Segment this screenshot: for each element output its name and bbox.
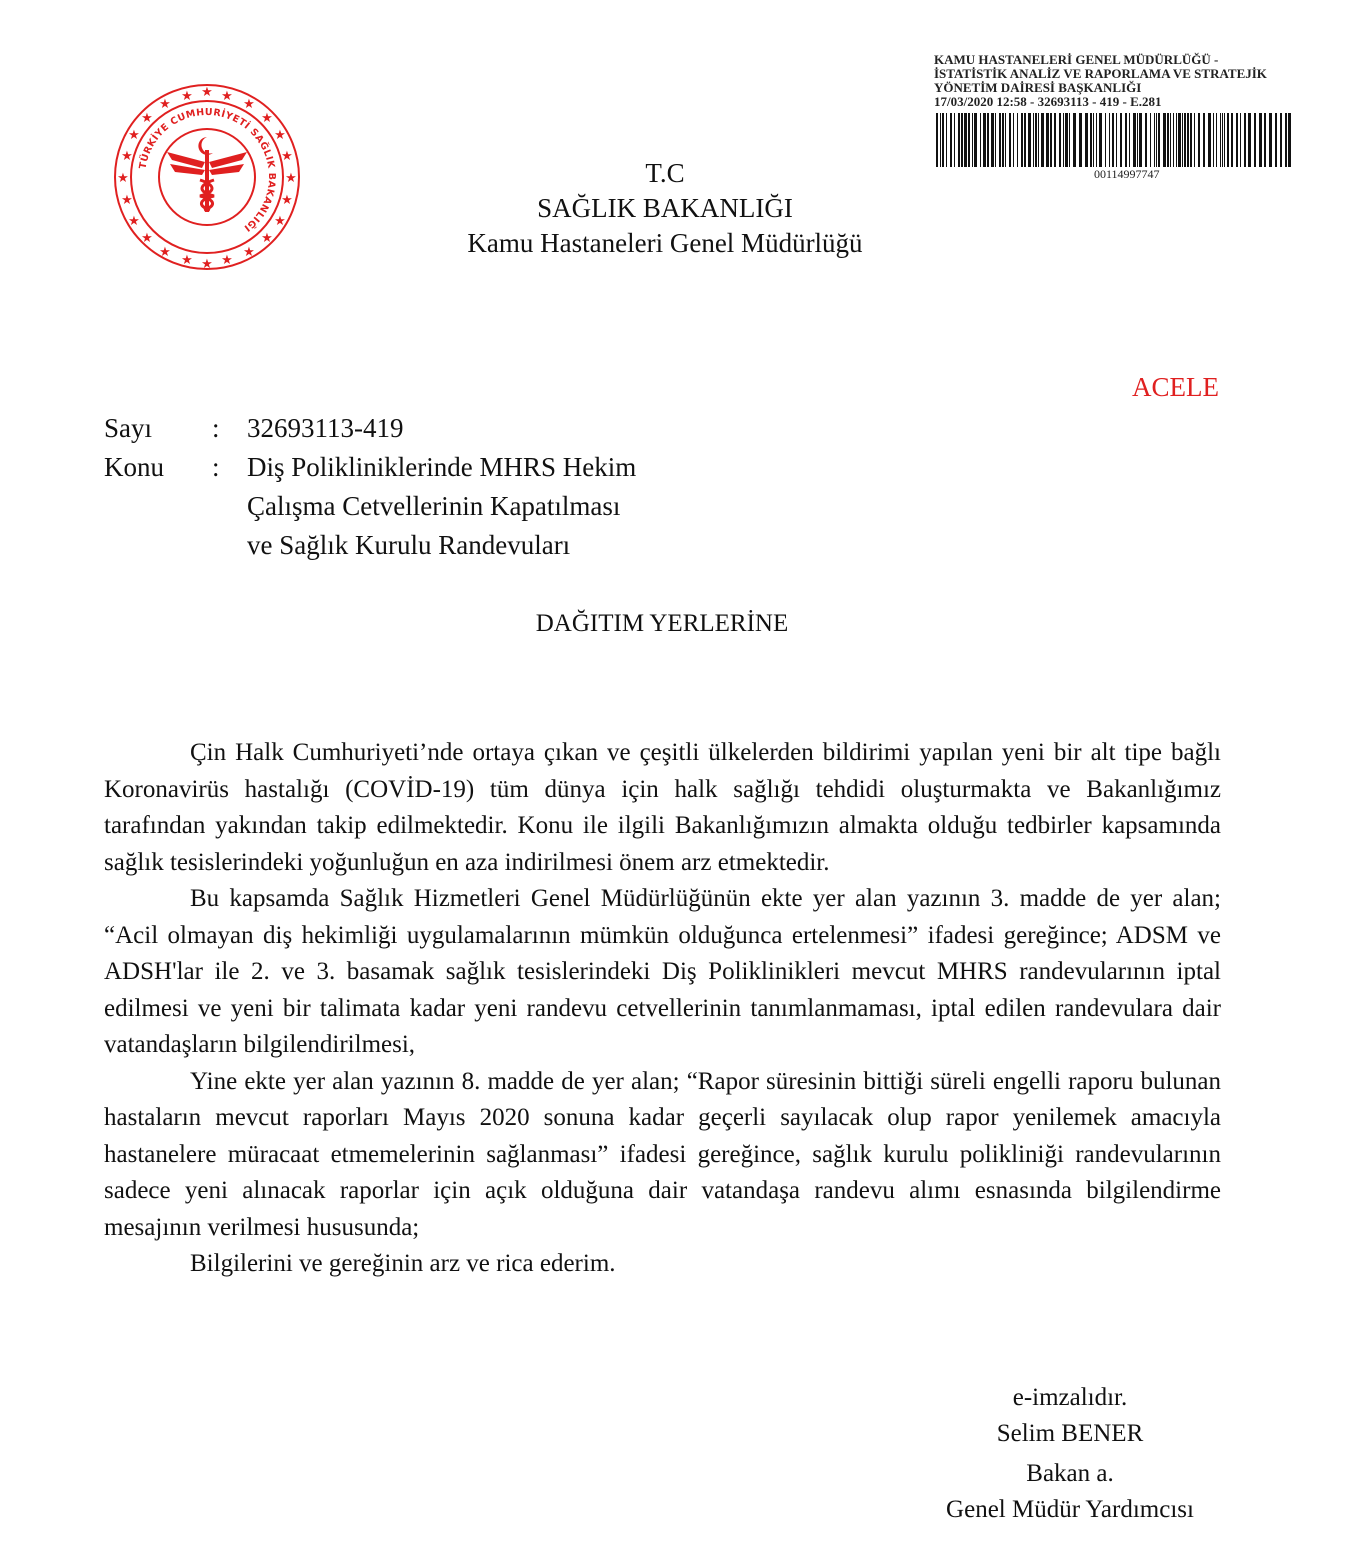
- barcode-bar: [1227, 113, 1229, 167]
- svg-text:★: ★: [285, 171, 297, 186]
- barcode-bar: [1154, 113, 1155, 167]
- barcode-bar: [1288, 113, 1291, 167]
- sayi-value: 32693113-419: [247, 413, 404, 443]
- barcode-bar: [1090, 113, 1092, 167]
- barcode-bar: [1013, 113, 1014, 167]
- barcode-bar: [1085, 113, 1088, 167]
- barcode-bar: [1125, 113, 1127, 167]
- barcode-bar: [1167, 113, 1169, 167]
- barcode-bar: [1002, 113, 1004, 167]
- barcode-bar: [1224, 113, 1225, 167]
- barcode-bar: [972, 113, 973, 167]
- barcode-bar: [1041, 113, 1044, 167]
- svg-text:★: ★: [201, 257, 213, 272]
- body-paragraph-4: Bilgilerini ve gereğinin arz ve rica ederim.: [190, 1250, 616, 1277]
- svg-text:★: ★: [243, 245, 255, 260]
- barcode-bar: [1035, 113, 1037, 167]
- barcode-icon: [934, 113, 1294, 167]
- barcode-bar: [1112, 113, 1114, 167]
- barcode-bar: [1222, 113, 1223, 167]
- barcode-bar: [995, 113, 996, 167]
- svg-text:★: ★: [281, 149, 293, 164]
- barcode-bar: [1194, 113, 1195, 167]
- barcode-bar: [1028, 113, 1031, 167]
- barcode-bar: [1190, 113, 1192, 167]
- signature-block: [920, 1380, 1220, 1528]
- konu-label: Konu: [104, 452, 164, 482]
- barcode-bar: [1139, 113, 1142, 167]
- barcode-bar: [1137, 113, 1138, 167]
- svg-text:★: ★: [181, 253, 193, 268]
- barcode-bar: [980, 113, 981, 167]
- barcode-bar: [1050, 113, 1052, 167]
- svg-text:★: ★: [281, 193, 293, 208]
- header-department: Kamu Hastaneleri Genel Müdürlüğü: [467, 228, 863, 258]
- barcode-bar: [1156, 113, 1157, 167]
- barcode-bar: [946, 113, 947, 167]
- svg-text:★: ★: [121, 149, 133, 164]
- barcode-bar: [1184, 113, 1186, 167]
- svg-text:★: ★: [181, 89, 193, 104]
- svg-text:★: ★: [243, 97, 255, 112]
- barcode-bar: [1198, 113, 1200, 167]
- body-paragraph-3: Yine ekte yer alan yazının 8. madde de yer alan; “Rapor süresinin bittiği süreli engelli raporu bulunan hastaların mevcut raporları Mayıs 2020 sonuna kadar geçerli sayılacak olup rapor yenilemek amacıyla hastanelere müracaat etmemelerinin sağlanması” ifadesi gereğince, sağlık kurulu polikliniği randevularının sadece yeni alınacak raporlar için açık olduğuna dair vatandaşa randevu alımı esnasında bilgilendirme mesajının verilmesi hususunda;: [104, 1067, 1221, 1241]
- barcode-line-4: 17/03/2020 12:58 - 32693113 - 419 - E.281: [934, 94, 1162, 109]
- barcode-bar: [1105, 113, 1106, 167]
- barcode-bar: [1203, 113, 1205, 167]
- svg-text:★: ★: [221, 253, 233, 268]
- barcode-block: [934, 53, 1314, 182]
- barcode-bar: [1038, 113, 1039, 167]
- barcode-bar: [1248, 113, 1251, 167]
- barcode-bar: [991, 113, 994, 167]
- barcode-bar: [1093, 113, 1094, 167]
- urgent-label: ACELE: [1132, 372, 1219, 402]
- barcode-bar: [1009, 113, 1011, 167]
- konu-line-2: Çalışma Cetvellerinin Kapatılması: [247, 491, 621, 521]
- barcode-bar: [1275, 113, 1277, 167]
- svg-text:★: ★: [261, 231, 273, 246]
- signer-name: Selim BENER: [996, 1420, 1144, 1447]
- barcode-bar: [1063, 113, 1064, 167]
- sayi-label: Sayı: [104, 413, 153, 443]
- barcode-line-3: YÖNETİM DAİRESİ BAŞKANLIĞI: [934, 80, 1142, 95]
- barcode-number: 00114997747: [1094, 167, 1160, 181]
- barcode-bar: [1259, 113, 1262, 167]
- barcode-bar: [1178, 113, 1181, 167]
- konu-line-3: ve Sağlık Kurulu Randevuları: [247, 530, 571, 560]
- barcode-bar: [964, 113, 967, 167]
- header-ministry: SAĞLIK BAKANLIĞI: [537, 193, 793, 223]
- konu-colon: :: [212, 452, 220, 482]
- barcode-bar: [1059, 113, 1061, 167]
- esign-note: e-imzalıdır.: [1012, 1384, 1128, 1411]
- barcode-bar: [987, 113, 989, 167]
- svg-text:★: ★: [141, 111, 153, 126]
- barcode-bar: [1187, 113, 1189, 167]
- barcode-bar: [1163, 113, 1166, 167]
- barcode-bar: [1150, 113, 1151, 167]
- svg-text:★: ★: [221, 89, 233, 104]
- svg-text:★: ★: [128, 214, 140, 229]
- barcode-bar: [1236, 113, 1238, 167]
- barcode-bar: [1116, 113, 1117, 167]
- barcode-bar: [961, 113, 963, 167]
- body-paragraph-2: Bu kapsamda Sağlık Hizmetleri Genel Müdürlüğünün ekte yer alan yazının 3. madde de yer alan; “Acil olmayan diş hekimliği uygulamalarının mümkün olduğunca ertelenmesi” ifadesi gereğince; ADSM ve ADSH'lar ile 2. ve 3. basamak sağlık tesislerindeki Diş Poliklinikleri mevcut MHRS randevularının iptal edilmesi ve yeni bir talimata kadar yeni randevu cetvellerinin tanımlanmaması, iptal edilen randevulara dair vatandaşların bilgilendirilmesi,: [104, 885, 1221, 1058]
- barcode-bar: [1129, 113, 1130, 167]
- barcode-bar: [1176, 113, 1177, 167]
- signer-on-behalf: Bakan a.: [1026, 1460, 1114, 1487]
- barcode-bar: [1280, 113, 1282, 167]
- barcode-bar: [1065, 113, 1068, 167]
- barcode-bar: [999, 113, 1001, 167]
- signer-title: Genel Müdür Yardımcısı: [946, 1496, 1194, 1523]
- barcode-bar: [1073, 113, 1076, 167]
- barcode-bar: [1264, 113, 1266, 167]
- barcode-bar: [950, 113, 952, 167]
- barcode-bar: [1220, 113, 1221, 167]
- barcode-bar: [954, 113, 955, 167]
- barcode-bar: [968, 113, 970, 167]
- barcode-bar: [1054, 113, 1056, 167]
- barcode-bar: [1033, 113, 1034, 167]
- barcode-bar: [1213, 113, 1214, 167]
- svg-text:★: ★: [159, 97, 171, 112]
- barcode-bar: [1099, 113, 1102, 167]
- barcode-bar: [958, 113, 960, 167]
- svg-text:★: ★: [274, 214, 286, 229]
- svg-text:★: ★: [159, 245, 171, 260]
- header-tc: T.C: [645, 158, 685, 188]
- barcode-bar: [1017, 113, 1018, 167]
- letter-body: [104, 735, 1221, 1283]
- distribution-heading: DAĞITIM YERLERİNE: [535, 610, 789, 637]
- barcode-bar: [1096, 113, 1097, 167]
- barcode-bar: [1005, 113, 1006, 167]
- body-paragraph-1: Çin Halk Cumhuriyeti’nde ortaya çıkan ve çeşitli ülkelerden bildirimi yapılan yeni bir alt tipe bağlı Koronavirüs hastalığı (COVİD-19) tüm dünya için halk sağlığı tehdidi oluşturmakta ve Bakanlığımız tarafından yakından takip edilmektedir. Konu ile ilgili Bakanlığımızın almakta olduğu tedbirler kapsamında sağlık tesislerindeki yoğunluğun en aza indirilmesi önem arz etmektedir.: [104, 739, 1221, 876]
- barcode-bar: [1285, 113, 1287, 167]
- barcode-bar: [1079, 113, 1082, 167]
- barcode-bar: [974, 113, 977, 167]
- barcode-bar: [1158, 113, 1160, 167]
- svg-text:★: ★: [128, 128, 140, 143]
- barcode-bar: [942, 113, 944, 167]
- barcode-bar: [940, 113, 941, 167]
- svg-text:★: ★: [201, 85, 213, 100]
- barcode-bar: [1170, 113, 1171, 167]
- barcode-bar: [1145, 113, 1147, 167]
- barcode-bar: [1254, 113, 1256, 167]
- barcode-bar: [1216, 113, 1217, 167]
- svg-text:★: ★: [141, 231, 153, 246]
- barcode-bar: [1069, 113, 1070, 167]
- barcode-bar: [1244, 113, 1246, 167]
- barcode-bar: [1120, 113, 1122, 167]
- barcode-bar: [1133, 113, 1136, 167]
- barcode-bar: [1240, 113, 1241, 167]
- svg-text:TÜRKİYE CUMHURİYETİ SAĞLIK BAK: TÜRKİYE CUMHURİYETİ SAĞLIK BAKANLIĞI: [137, 106, 278, 234]
- barcode-bar: [1109, 113, 1110, 167]
- barcode-bar: [1269, 113, 1272, 167]
- sayi-colon: :: [212, 413, 220, 443]
- barcode-bar: [983, 113, 986, 167]
- barcode-bar: [1024, 113, 1026, 167]
- svg-text:★: ★: [261, 111, 273, 126]
- barcode-bar: [1182, 113, 1183, 167]
- svg-text:★: ★: [117, 171, 129, 186]
- barcode-bar: [1231, 113, 1233, 167]
- konu-line-1: Diş Polikliniklerinde MHRS Hekim: [247, 452, 637, 482]
- barcode-bar: [1021, 113, 1023, 167]
- barcode-bar: [1046, 113, 1049, 167]
- barcode-bar: [1208, 113, 1211, 167]
- barcode-line-1: KAMU HASTANELERİ GENEL MÜDÜRLÜĞÜ -: [934, 52, 1219, 67]
- svg-text:★: ★: [121, 193, 133, 208]
- svg-text:★: ★: [274, 128, 286, 143]
- barcode-bar: [936, 113, 938, 167]
- barcode-line-2: İSTATİSTİK ANALİZ VE RAPORLAMA VE STRATEJİK: [934, 66, 1267, 81]
- barcode-bar: [1173, 113, 1174, 167]
